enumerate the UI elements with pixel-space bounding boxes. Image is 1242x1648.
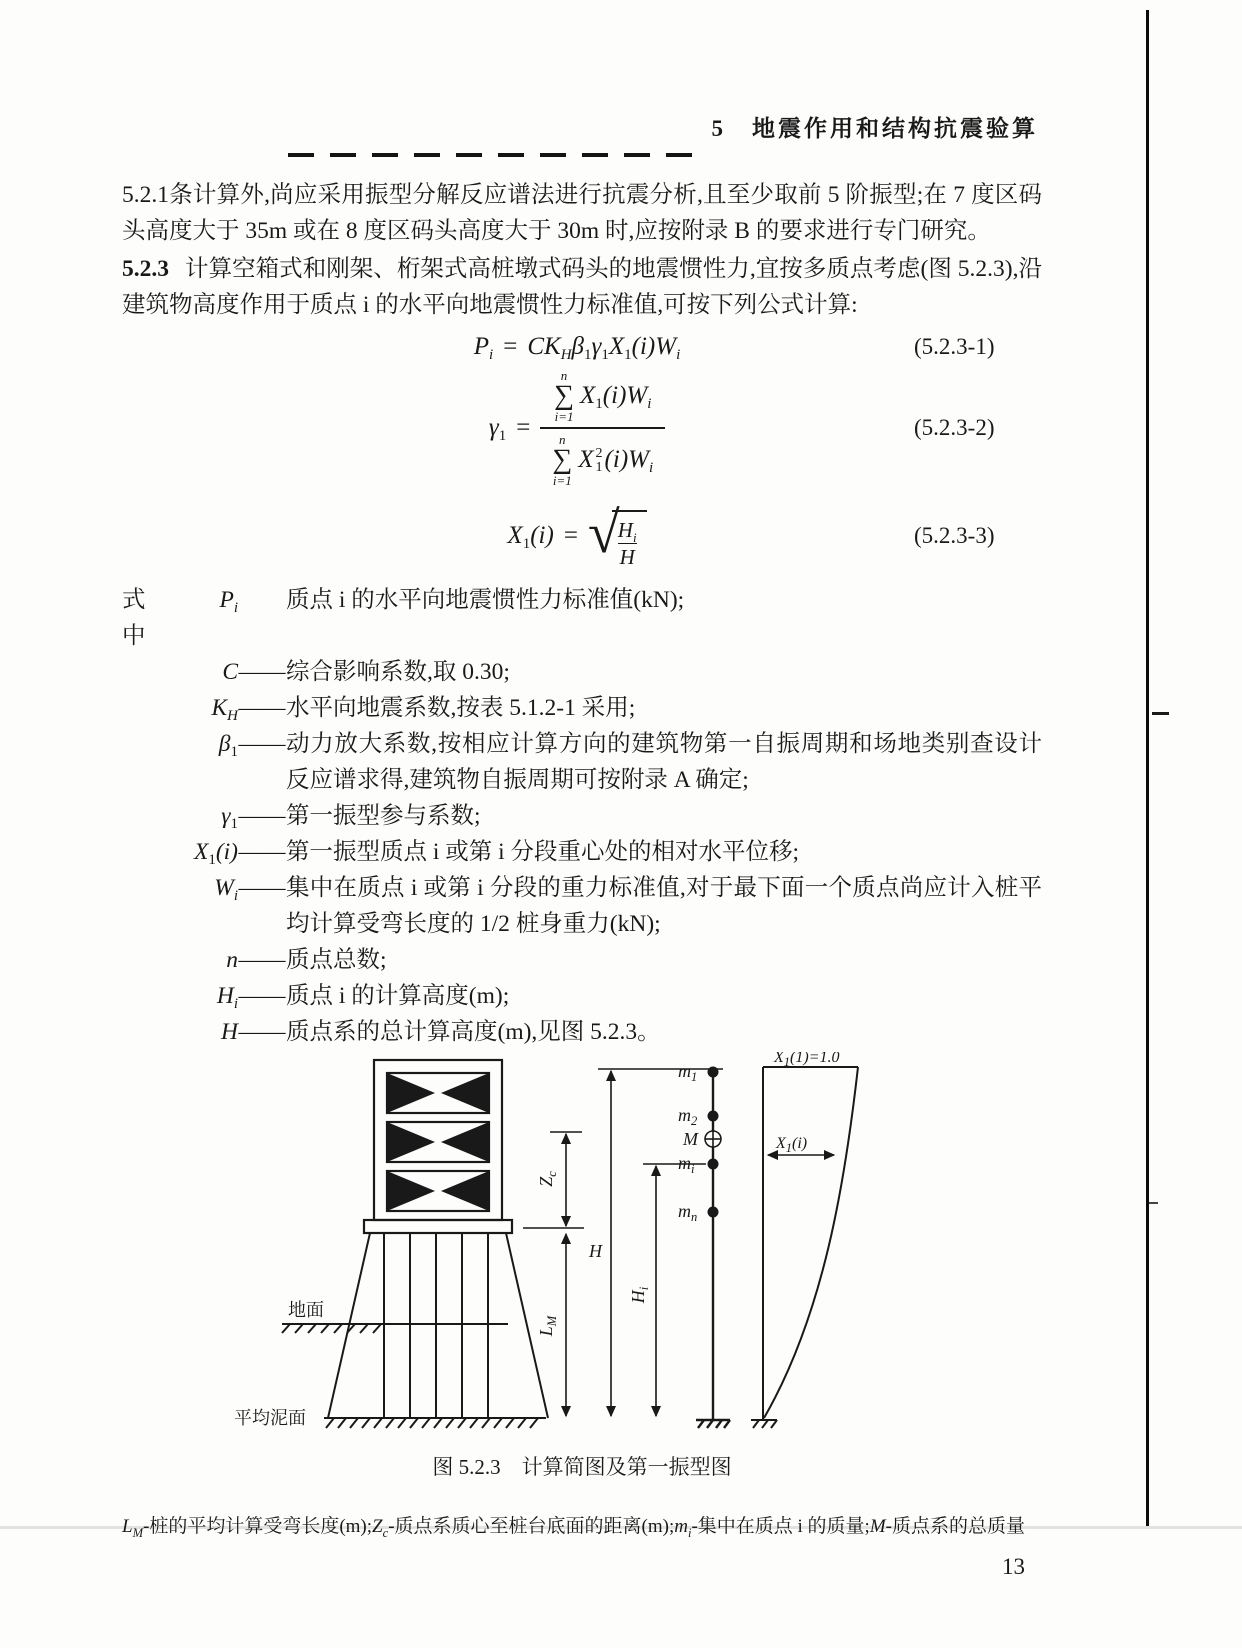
definition-dash: —— xyxy=(238,1019,286,1045)
dim-h xyxy=(598,1069,723,1416)
header-rule xyxy=(288,153,700,157)
scan-artifact-tick xyxy=(1149,1202,1158,1204)
definition-dash: —— xyxy=(238,983,286,1009)
definition-row xyxy=(122,834,1042,870)
paragraph-521-continuation: 5.2.1条计算外,尚应采用振型分解反应谱法进行抗震分析,且至少取前 5 阶振型;在 7 度区码头高度大于 35m 或在 8 度区码头高度大于 30m 时,应按附录 B 的要求进行专门研究。 xyxy=(122,182,1042,244)
definition-row xyxy=(122,978,1042,1014)
definition-term: $P_i$ xyxy=(219,587,238,616)
scan-artifact-tick xyxy=(1152,712,1169,715)
mudline-label: 平均泥面 xyxy=(234,1408,306,1428)
definition-desc: 集中在质点 i 或第 i 分段的重力标准值,对于最下面一个质点尚应计入桩平均计算受弯长度的 1/2 桩身重力(kN); xyxy=(286,875,1042,937)
definition-term: $\gamma_1$ xyxy=(221,803,238,832)
tower-bracing xyxy=(387,1073,489,1211)
definition-dash: —— xyxy=(238,803,286,829)
dim-hi xyxy=(643,1164,706,1416)
definition-term: H xyxy=(221,1019,238,1045)
definition-dash xyxy=(238,582,286,654)
figure-footnote: $L_M-$桩的平均计算受弯长度$(m);Z_c-$质点系质心至桩台底面的距离$(m);m_i-$集中在质点 i 的质量;M-质点系的总质量 xyxy=(122,1516,1025,1540)
ground-label: 地面 xyxy=(288,1300,324,1320)
fraction: n ∑ i=1 $X_1(i)W_i$ n ∑ i=1 X 2 1 $(i)W_i$ xyxy=(540,365,665,491)
definition-desc: 第一振型质点 i 或第 i 分段重心处的相对水平位移; xyxy=(286,839,800,865)
definition-row xyxy=(122,690,1042,726)
equation-5-2-3-2 xyxy=(122,365,1042,491)
mass-label-m1: $m_1$ xyxy=(678,1061,698,1084)
equation-body: $X_1(i)$ = √ $\frac{H_i}{H}$ xyxy=(240,501,914,570)
definition-desc: 质点总数; xyxy=(286,947,387,973)
mode-mid-label: $X_1(i)$ xyxy=(776,1135,808,1155)
definition-dash: —— xyxy=(238,839,286,865)
dim-zc-label: $Z_c$ xyxy=(536,1171,559,1187)
equation-5-2-3-1 xyxy=(122,333,1042,361)
summation-symbol: n ∑ i=1 xyxy=(554,368,575,424)
definition-row xyxy=(122,654,1042,690)
figure-5-2-3-diagram xyxy=(178,1052,1038,1432)
mode-top-label: $X_1(1)=1.0$ xyxy=(774,1052,840,1069)
definition-row xyxy=(122,870,1042,942)
dim-hi-label: $H_i$ xyxy=(628,1286,651,1304)
equation-number: (5.2.3-1) xyxy=(914,334,995,359)
definition-term: n xyxy=(226,947,238,973)
paragraph-523 xyxy=(122,251,1042,323)
definition-dash: —— xyxy=(238,659,286,685)
mass-label-mi: $m_i$ xyxy=(678,1153,695,1176)
definition-row xyxy=(122,798,1042,834)
dim-h-label: H xyxy=(589,1241,602,1261)
definition-desc: 质点 i 的计算高度(m); xyxy=(286,983,510,1009)
definition-desc: 质点系的总计算高度(m),见图 5.2.3。 xyxy=(286,1019,661,1045)
definition-desc: 第一振型参与系数; xyxy=(286,803,481,829)
summation-symbol: n ∑ i=1 xyxy=(552,432,573,488)
square-root: √ $\frac{H_i}{H}$ xyxy=(588,501,647,570)
definition-term: $X_1(i)$ xyxy=(193,839,238,868)
mudline xyxy=(324,1418,546,1428)
page-number: 13 xyxy=(1002,1554,1025,1579)
definition-row xyxy=(122,582,1042,654)
definition-dash: —— xyxy=(238,947,286,973)
dim-lm-label: $L_M$ xyxy=(536,1315,559,1337)
definition-dash: —— xyxy=(238,731,286,757)
mode-shape xyxy=(751,1067,858,1428)
page-content xyxy=(122,110,1042,1538)
figure-caption: 图 5.2.3 计算简图及第一振型图 xyxy=(432,1455,732,1479)
definition-desc: 质点 i 的水平向地震惯性力标准值(kN); xyxy=(286,587,685,613)
where-label: 式中 xyxy=(122,587,146,649)
definition-dash: —— xyxy=(238,695,286,721)
equation-number: (5.2.3-3) xyxy=(914,522,995,548)
scan-artifact-vertical-line xyxy=(1146,10,1149,1526)
definition-term: $W_i$ xyxy=(214,875,238,904)
running-header: 5 地震作用和结构抗震验算 xyxy=(711,116,1038,141)
definition-term: $K_H$ xyxy=(211,695,238,724)
centroid-symbol xyxy=(705,1131,721,1147)
piles xyxy=(328,1233,548,1418)
definition-term: $H_i$ xyxy=(216,983,238,1012)
mass-label-M: M xyxy=(683,1129,698,1149)
definition-desc: 水平向地震系数,按表 5.1.2-1 采用; xyxy=(286,695,636,721)
paragraph-523-text: 计算空箱式和刚架、桁架式高桩墩式码头的地震惯性力,宜按多质点考虑(图 5.2.3),沿建筑物高度作用于质点 i 的水平向地震惯性力标准值,可按下列公式计算: xyxy=(122,256,1042,318)
figure-5-2-3 xyxy=(178,1052,1042,1437)
mass-label-m2: $m_2$ xyxy=(678,1105,698,1128)
equation-body: $P_i = CK_H\beta_1\gamma_1X_1(i)W_i$ xyxy=(473,333,681,363)
definition-desc: 动力放大系数,按相应计算方向的建筑物第一自振周期和场地类别查设计反应谱求得,建筑物自振周期可按附录 A 确定; xyxy=(286,731,1042,793)
section-number: 5.2.3 xyxy=(122,256,169,282)
definition-term: C xyxy=(222,659,238,685)
definition-desc: 综合影响系数,取 0.30; xyxy=(286,659,510,685)
tower-structure xyxy=(364,1060,512,1233)
definition-term: $\beta_1$ xyxy=(218,731,238,760)
mass-label-mn: $m_n$ xyxy=(678,1201,698,1224)
definition-list xyxy=(122,582,1042,1050)
ground-line xyxy=(282,1324,508,1333)
definition-row xyxy=(122,1014,1042,1050)
definition-dash: —— xyxy=(238,875,286,901)
definition-row xyxy=(122,942,1042,978)
definition-row xyxy=(122,726,1042,798)
equation-body: $\gamma_1$ = n ∑ i=1 $X_1(i)W_i$ n ∑ i=1 X 2 1 $(i)W_i$ xyxy=(240,365,914,491)
equation-5-2-3-3 xyxy=(122,501,1042,570)
equation-number: (5.2.3-2) xyxy=(914,415,995,440)
